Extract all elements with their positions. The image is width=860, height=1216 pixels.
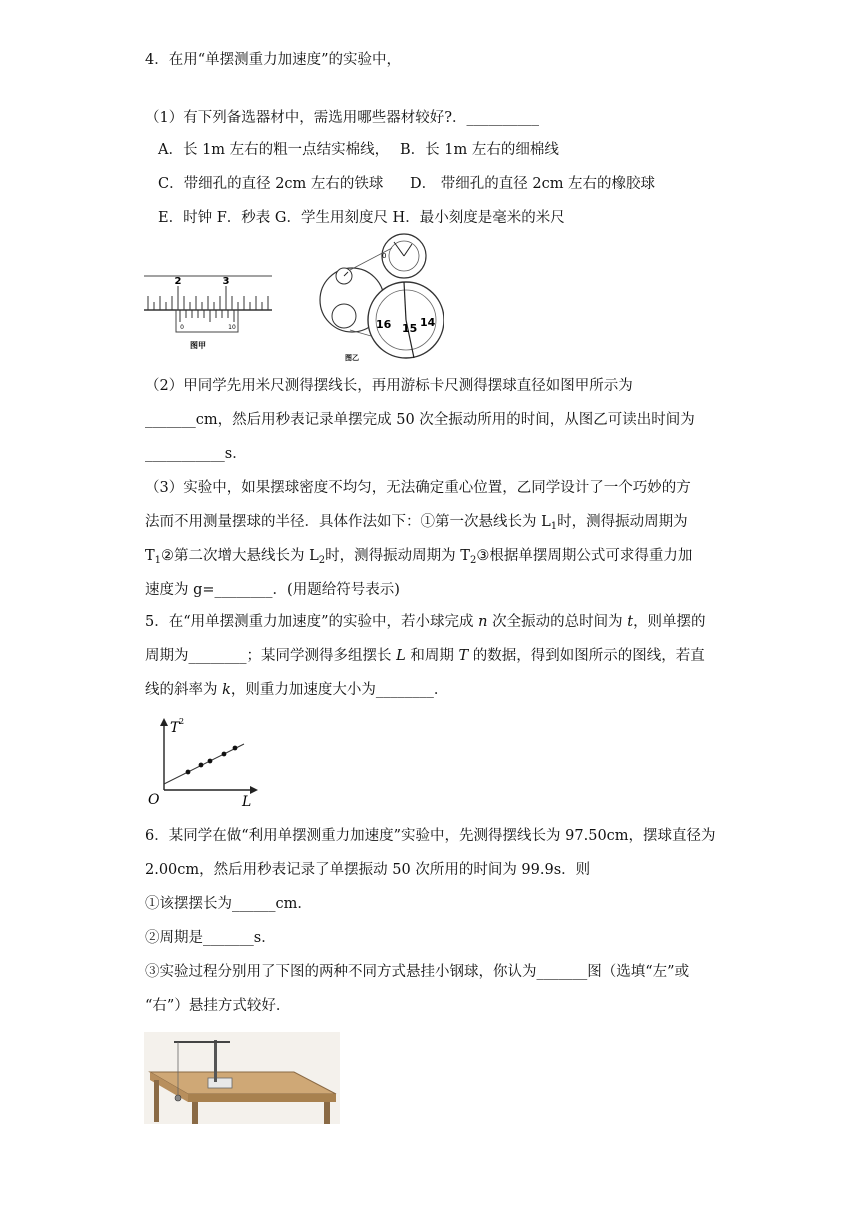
jia-vernier-0: 0: [180, 324, 184, 331]
q5-graph-point: [208, 759, 213, 764]
jia-label: 图甲: [190, 341, 206, 350]
q6-line5: ③实验过程分别用了下图的两种不同方式悬挂小钢球，你认为_______图（选填“左”或: [145, 964, 690, 980]
figure-yi-stopwatch: [314, 232, 444, 364]
q5-graph-xlabel: L: [242, 794, 252, 808]
q4-option-a: A．长 1m 左右的粗一点结实棉线，: [158, 142, 390, 158]
q5-graph-point: [199, 763, 204, 768]
figure-jia-vernier: [144, 268, 274, 352]
q5-graph-ylabel: T: [170, 720, 180, 736]
yi-dial-16: 16: [376, 318, 392, 331]
jia-tick-3: 3: [222, 276, 230, 287]
q4-part3-line1: （3）实验中，如果摆球密度不均匀，无法确定重心位置，乙同学设计了一个巧妙的方: [145, 480, 691, 496]
q5-line2: 周期为________；某同学测得多组摆长 L 和周期 T 的数据，得到如图所示的图线，若直: [145, 648, 705, 664]
jia-tick-2: 2: [174, 276, 182, 287]
q4-part3-line4: 速度为 g=________．(用题给符号表示): [145, 582, 400, 598]
q5-graph-origin: O: [148, 792, 160, 808]
q6-table-stand-picture: [144, 1032, 340, 1124]
q5-graph-point: [186, 770, 191, 775]
q6-line3: ①该摆摆长为______cm．: [145, 896, 312, 912]
q5-line1: 5．在“用单摆测重力加速度”的实验中，若小球完成 n 次全振动的总时间为 t，则单摆的: [145, 614, 706, 630]
q5-graph-ysup: 2: [179, 717, 185, 726]
q6-line6: “右”）悬挂方式较好．: [145, 998, 291, 1014]
q6-line4: ②周期是_______s．: [145, 930, 276, 946]
q4-part3-line2: 法而不用测量摆球的半径．具体作法如下：①第一次悬线长为 $L_1$时，测得振动周期为: [145, 514, 688, 532]
yi-dial-15: 15: [402, 322, 418, 335]
q4-option-d: D． 带细孔的直径 2cm 左右的橡胶球: [410, 176, 656, 192]
q4-part2-line3: ___________s．: [145, 446, 247, 462]
q6-line1: 6．某同学在做“利用单摆测重力加速度”实验中，先测得摆线长为 97.50cm，摆球直径为: [145, 828, 716, 844]
jia-vernier-10: 10: [228, 324, 236, 331]
yi-dial-14: 14: [420, 316, 436, 329]
q4-part2-line2: _______cm，然后用秒表记录单摆完成 50 次全振动所用的时间，从图乙可读出时间为: [145, 412, 695, 428]
q4-option-c: C．带细孔的直径 2cm 左右的铁球: [158, 176, 384, 192]
q5-graph: [144, 714, 264, 808]
yi-small-dial-0: 0: [382, 252, 387, 260]
q4-option-e-h: E．时钟 F．秒表 G．学生用刻度尺 H．最小刻度是毫米的米尺: [158, 210, 565, 226]
q6-line2: 2.00cm，然后用秒表记录了单摆振动 50 次所用的时间为 99.9s．则: [145, 862, 591, 878]
q4-part2-line1: （2）甲同学先用米尺测得摆线长，再用游标卡尺测得摆球直径如图甲所示为: [145, 378, 633, 394]
q4-option-b: B．长 1m 左右的细棉线: [400, 142, 559, 158]
q5-graph-point: [233, 746, 238, 751]
q4-part1: （1）有下列备选器材中，需选用哪些器材较好?．__________: [145, 110, 539, 126]
yi-label: 图乙: [345, 354, 359, 362]
q5-line3: 线的斜率为 k，则重力加速度大小为________．: [145, 682, 449, 698]
q4-stem: 4．在用“单摆测重力加速度”的实验中，: [145, 52, 402, 68]
q4-part3-line3: $T_1②$第二次增大悬线长为 $L_2$时，测得振动周期为 $T_2③$根据单摆周期公式可求得重力加: [145, 548, 693, 566]
q5-graph-point: [222, 752, 227, 757]
